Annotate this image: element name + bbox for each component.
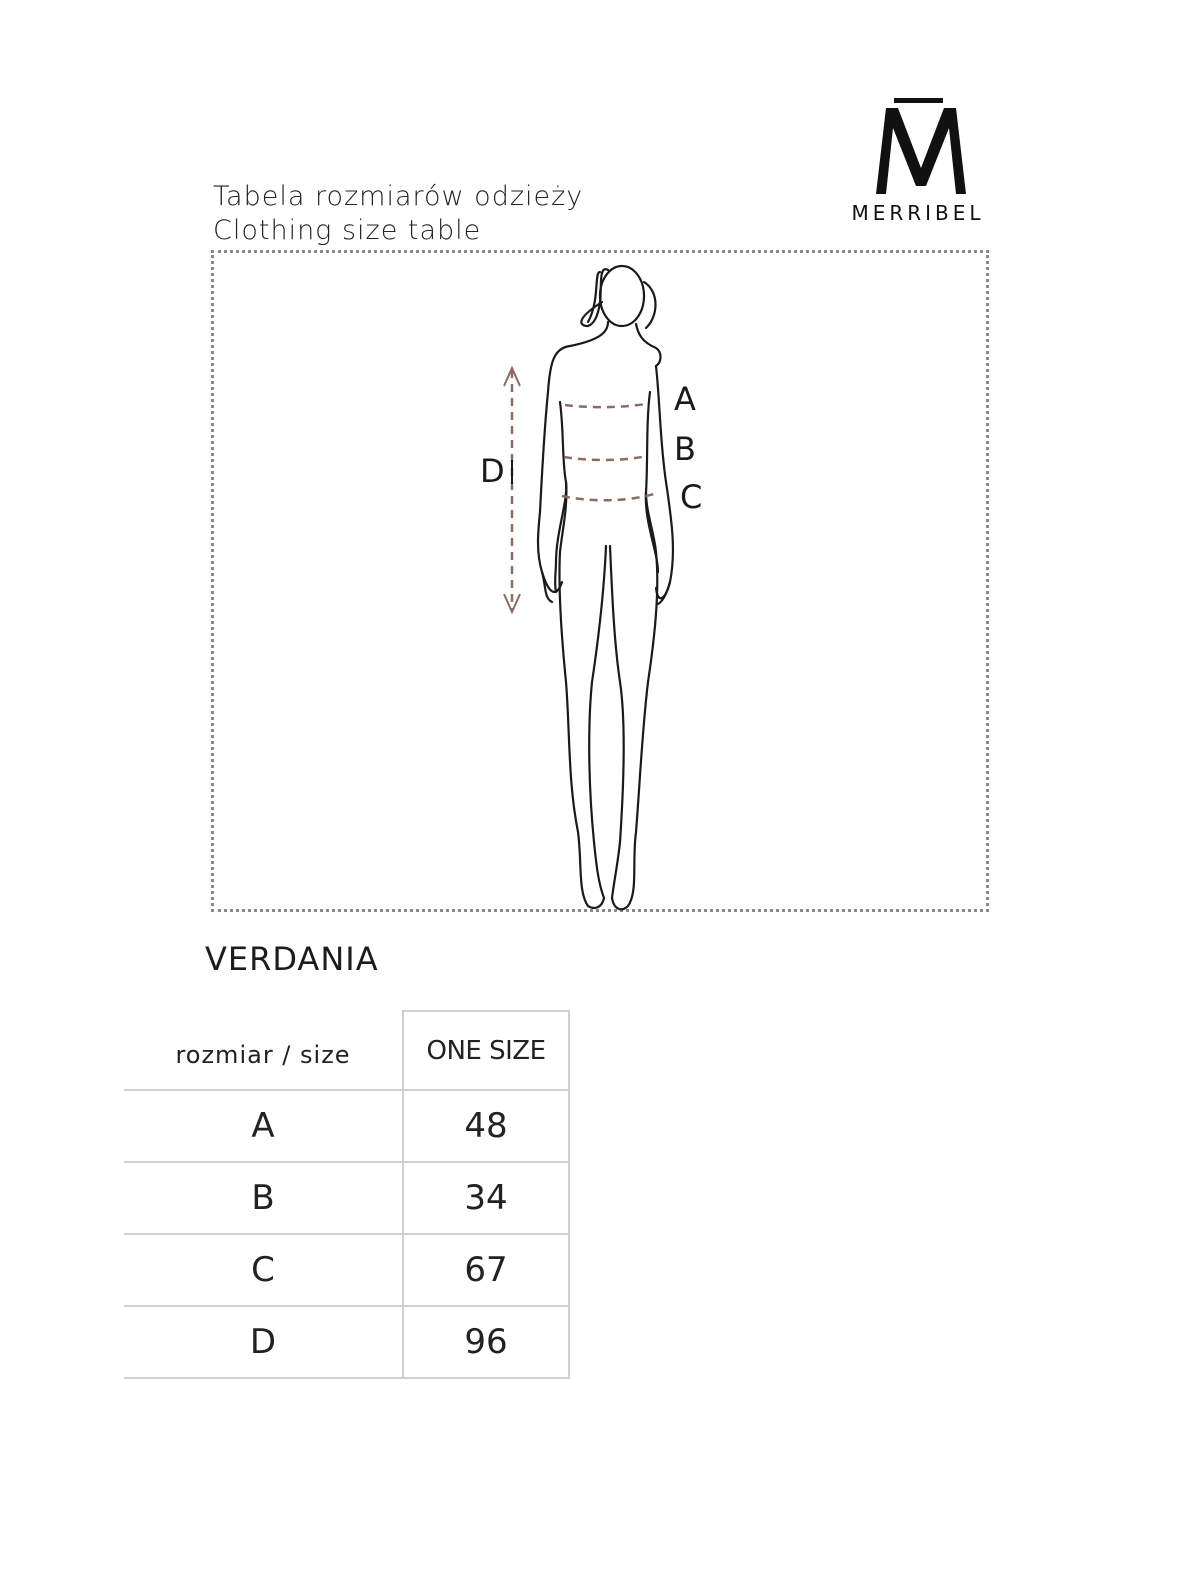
measure-cell: C	[124, 1234, 403, 1306]
measure-cell: D	[124, 1306, 403, 1378]
title-english: Clothing size table	[213, 215, 482, 246]
page-title	[213, 180, 583, 248]
table-header-row	[124, 1011, 569, 1090]
size-table	[124, 1010, 570, 1379]
label-a: A	[674, 380, 696, 418]
label-b: B	[674, 430, 696, 468]
value-cell: 96	[403, 1306, 569, 1378]
measure-cell: A	[124, 1090, 403, 1162]
title-polish: Tabela rozmiarów odzieży	[213, 181, 584, 212]
logo-macron-bar	[894, 98, 943, 103]
table-row	[124, 1306, 569, 1378]
header-label: rozmiar / size	[175, 1041, 351, 1069]
measure-cell: B	[124, 1162, 403, 1234]
brand-name: MERRIBEL	[851, 201, 985, 225]
product-name: VERDANIA	[205, 940, 379, 978]
brand-logo	[838, 96, 998, 236]
label-c: C	[680, 478, 703, 516]
value-cell: 48	[403, 1090, 569, 1162]
merribel-m-logo-icon	[876, 106, 966, 196]
header-size: ONE SIZE	[403, 1011, 569, 1090]
body-figure-illustration	[470, 262, 720, 912]
table-row	[124, 1090, 569, 1162]
table-row	[124, 1234, 569, 1306]
value-cell: 67	[403, 1234, 569, 1306]
label-d: D	[480, 452, 505, 490]
value-cell: 34	[403, 1162, 569, 1234]
table-row	[124, 1162, 569, 1234]
